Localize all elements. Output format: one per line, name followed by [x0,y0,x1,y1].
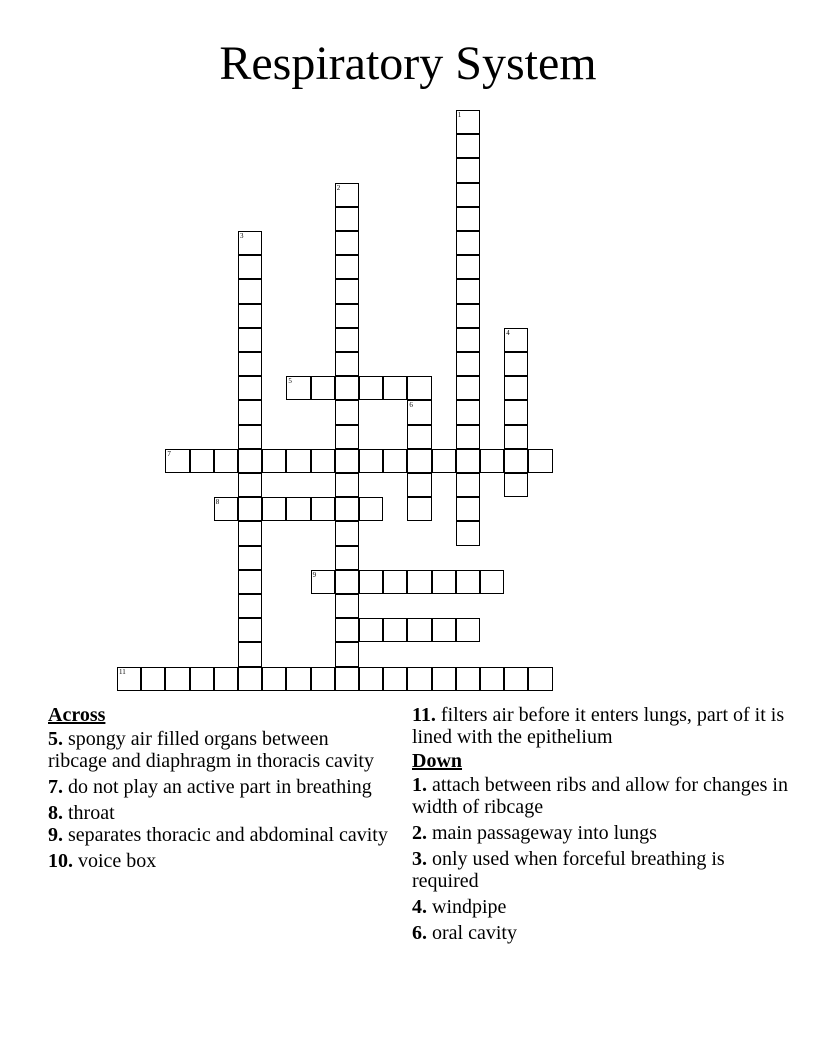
grid-cell[interactable] [165,667,189,691]
clue-text: separates thoracic and abdominal cavity [68,824,388,846]
grid-cell[interactable] [407,473,431,497]
grid-cell[interactable] [335,231,359,255]
grid-cell[interactable] [504,473,528,497]
cell-number: 7 [167,449,171,458]
grid-cell[interactable] [407,400,431,424]
grid-cell[interactable] [238,304,262,328]
grid-cell[interactable] [456,279,480,303]
grid-cell[interactable] [432,618,456,642]
grid-cell[interactable] [456,183,480,207]
clue-number: 3. [412,848,427,870]
grid-cell[interactable] [480,667,504,691]
grid-cell[interactable] [238,400,262,424]
grid-cell[interactable] [383,376,407,400]
grid-cell[interactable] [286,497,310,521]
clue-text: do not play an active part in breathing [68,776,372,798]
grid-cell[interactable] [311,497,335,521]
grid-cell[interactable] [456,497,480,521]
grid-cell[interactable] [117,667,141,691]
grid-cell[interactable] [335,449,359,473]
grid-cell[interactable] [238,328,262,352]
grid-cell[interactable] [456,667,480,691]
grid-cell[interactable] [335,473,359,497]
cell-number: 11 [119,667,126,676]
grid-cell[interactable] [335,618,359,642]
grid-cell[interactable] [311,449,335,473]
grid-cell[interactable] [335,183,359,207]
clue-number: 1. [412,774,427,796]
clue-number: 7. [48,776,63,798]
grid-cell[interactable] [456,425,480,449]
grid-cell[interactable] [335,304,359,328]
clue-down-1 [412,774,792,818]
grid-cell[interactable] [407,497,431,521]
grid-cell[interactable] [335,400,359,424]
grid-cell[interactable] [383,449,407,473]
grid-cell[interactable] [311,667,335,691]
clue-number: 10. [48,850,73,872]
grid-cell[interactable] [456,521,480,545]
grid-cell[interactable] [359,667,383,691]
cell-number: 5 [288,377,292,386]
grid-cell[interactable] [262,449,286,473]
clue-text: voice box [78,850,157,872]
grid-cell[interactable] [335,328,359,352]
grid-cell[interactable] [432,449,456,473]
clue-across-10 [48,850,388,872]
grid-cell[interactable] [528,449,552,473]
clue-across-8 [48,802,388,824]
grid-cell[interactable] [238,497,262,521]
grid-cell[interactable] [504,400,528,424]
grid-cell[interactable] [335,376,359,400]
grid-cell[interactable] [335,546,359,570]
grid-cell[interactable] [335,642,359,666]
grid-cell[interactable] [238,594,262,618]
grid-cell[interactable] [383,570,407,594]
grid-cell[interactable] [480,449,504,473]
clue-text: attach between ribs and allow for changes in width of ribcage [412,774,788,818]
grid-cell[interactable] [141,667,165,691]
grid-cell[interactable] [504,328,528,352]
clue-text: spongy air filled organs between ribcage and diaphragm in thoracis cavity [48,728,374,772]
grid-cell[interactable] [238,376,262,400]
grid-cell[interactable] [335,497,359,521]
grid-cell[interactable] [504,352,528,376]
grid-cell[interactable] [383,618,407,642]
clue-number: 6. [412,922,427,944]
clue-down-4 [412,896,792,918]
grid-cell[interactable] [262,497,286,521]
grid-cell[interactable] [335,667,359,691]
grid-cell[interactable] [407,449,431,473]
clue-down-6 [412,922,792,944]
clue-number: 5. [48,728,63,750]
clue-text: filters air before it enters lungs, part of it is lined with the epithelium [412,704,785,748]
grid-cell[interactable] [504,667,528,691]
grid-cell[interactable] [311,376,335,400]
grid-cell[interactable] [456,231,480,255]
grid-cell[interactable] [432,667,456,691]
grid-cell[interactable] [456,473,480,497]
grid-cell[interactable] [238,521,262,545]
grid-cell[interactable] [238,618,262,642]
down-heading: Down [412,750,463,772]
grid-cell[interactable] [238,667,262,691]
cell-number: 2 [336,183,341,192]
grid-cell[interactable] [238,570,262,594]
grid-cell[interactable] [407,425,431,449]
grid-cell[interactable] [504,376,528,400]
clue-down-2 [412,822,792,844]
grid-cell[interactable] [238,642,262,666]
grid-cell[interactable] [456,328,480,352]
across-heading: Across [48,704,106,726]
grid-cell[interactable] [214,449,238,473]
cell-number: 3 [240,232,244,240]
grid-cell[interactable] [214,497,238,521]
clue-text: only used when forceful breathing is required [412,848,725,892]
clue-number: 4. [412,896,427,918]
grid-cell[interactable] [335,521,359,545]
grid-cell[interactable] [407,667,431,691]
grid-cell[interactable] [504,449,528,473]
grid-cell[interactable] [456,352,480,376]
grid-cell[interactable] [480,570,504,594]
grid-cell[interactable] [456,400,480,424]
grid-cell[interactable] [456,304,480,328]
grid-cell[interactable] [286,667,310,691]
grid-cell[interactable] [214,667,238,691]
clue-across-9 [48,824,388,846]
page-title: Respiratory System [219,37,597,90]
clue-down-3 [412,848,792,892]
grid-cell[interactable] [456,134,480,158]
grid-cell[interactable] [335,425,359,449]
grid-cell[interactable] [456,570,480,594]
grid-cell[interactable] [504,425,528,449]
grid-cell[interactable] [238,231,262,255]
clue-number: 2. [412,822,427,844]
grid-cell[interactable] [456,110,480,134]
grid-cell[interactable] [359,497,383,521]
grid-cell[interactable] [335,352,359,376]
clue-number: 8. [48,802,63,824]
grid-cell[interactable] [359,618,383,642]
cell-number: 8 [215,498,220,507]
grid-cell[interactable] [407,570,431,594]
grid-cell[interactable] [456,255,480,279]
cell-number: 6 [409,401,413,410]
grid-cell[interactable] [286,449,310,473]
grid-cell[interactable] [238,473,262,497]
grid-cell[interactable] [407,376,431,400]
clue-text: main passageway into lungs [432,822,657,844]
grid-cell[interactable] [359,570,383,594]
grid-cell[interactable] [238,352,262,376]
grid-cell[interactable] [190,449,214,473]
grid-cell[interactable] [456,618,480,642]
grid-cell[interactable] [311,570,335,594]
clue-across-11 [412,704,792,748]
cell-number: 4 [506,328,510,337]
grid-cell[interactable] [335,570,359,594]
clue-text: windpipe [432,896,507,918]
grid-cell[interactable] [456,449,480,473]
grid-cell[interactable] [165,449,189,473]
grid-cell[interactable] [335,207,359,231]
cell-number: 1 [457,111,462,119]
grid-cell[interactable] [383,667,407,691]
grid-cell[interactable] [456,376,480,400]
grid-cell[interactable] [238,425,262,449]
grid-cell[interactable] [432,570,456,594]
grid-cell[interactable] [238,546,262,570]
clue-number: 11. [412,704,436,726]
grid-cell[interactable] [407,618,431,642]
clue-text: oral cavity [432,922,517,944]
clues-right-column [412,704,792,948]
clue-across-5 [48,728,388,772]
grid-cell[interactable] [528,667,552,691]
grid-cell[interactable] [335,279,359,303]
clue-across-7 [48,776,388,798]
grid-cell[interactable] [359,376,383,400]
grid-cell[interactable] [262,667,286,691]
clues-left-column [48,704,388,876]
cell-number: 9 [312,570,317,579]
grid-cell[interactable] [238,449,262,473]
grid-cell[interactable] [456,207,480,231]
grid-cell[interactable] [456,158,480,182]
grid-cell[interactable] [238,279,262,303]
grid-cell[interactable] [335,255,359,279]
grid-cell[interactable] [190,667,214,691]
clue-text: throat [68,802,115,824]
grid-cell[interactable] [359,449,383,473]
grid-cell[interactable] [286,376,310,400]
grid-cell[interactable] [238,255,262,279]
grid-cell[interactable] [335,594,359,618]
clue-number: 9. [48,824,63,846]
